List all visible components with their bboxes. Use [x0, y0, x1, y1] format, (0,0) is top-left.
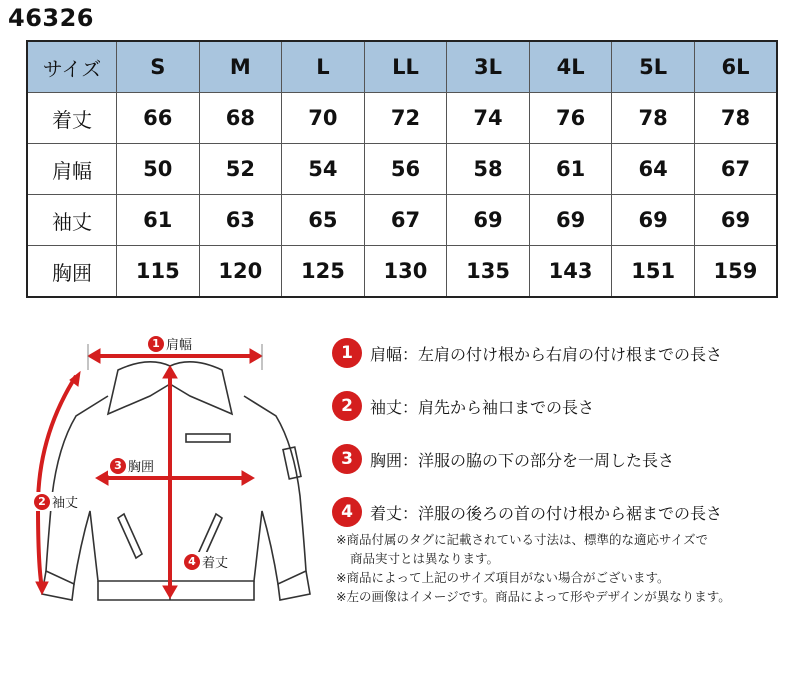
jacket-measurement-diagram — [18, 326, 318, 616]
note-line: ※左の画像はイメージです。商品によって形やデザインが異なります。 — [336, 589, 731, 604]
table-cell: 115 — [117, 246, 200, 298]
table-cell: 159 — [694, 246, 777, 298]
arrow-head — [250, 349, 262, 363]
table-cell: 120 — [199, 246, 282, 298]
diagram-label-text: 胸囲 — [128, 460, 155, 475]
legend-term: 着丈 — [370, 503, 403, 523]
size-table — [26, 40, 778, 298]
row-label: 肩幅 — [27, 144, 117, 195]
legend-description: ：洋服の脇の下の部分を一周した長さ — [402, 450, 675, 470]
jacket-waistband — [98, 581, 254, 600]
table-cell: 64 — [612, 144, 695, 195]
table-cell: 67 — [364, 195, 447, 246]
table-cell: 143 — [529, 246, 612, 298]
table-cell: 69 — [612, 195, 695, 246]
legend-item — [332, 444, 792, 474]
legend-term: 胸囲 — [370, 450, 403, 470]
arrow-head — [88, 349, 100, 363]
table-cell: 69 — [447, 195, 530, 246]
table-cell: 78 — [612, 93, 695, 144]
row-label: 胸囲 — [27, 246, 117, 298]
size-header-cell: 6L — [694, 41, 777, 93]
jacket-illustration — [18, 326, 318, 616]
table-cell: 78 — [694, 93, 777, 144]
number-badge: 2 — [34, 494, 50, 510]
table-cell: 61 — [117, 195, 200, 246]
size-header-row — [27, 41, 777, 93]
product-code: 46326 — [8, 4, 94, 32]
number-badge: 1 — [332, 338, 362, 368]
note-line: ※商品付属のタグに記載されている寸法は、標準的な適応サイズで — [336, 532, 708, 547]
table-cell: 66 — [117, 93, 200, 144]
row-label: 袖丈 — [27, 195, 117, 246]
note-line: ※商品によって上記のサイズ項目がない場合がございます。 — [336, 570, 670, 585]
diagram-label-text: 着丈 — [202, 556, 229, 571]
diagram-label-shoulder — [146, 334, 194, 353]
size-header-label: サイズ — [27, 41, 117, 93]
arrow-head — [163, 366, 177, 378]
legend-description: ：左肩の付け根から右肩の付け根までの長さ — [402, 344, 723, 364]
table-cell: 52 — [199, 144, 282, 195]
left-pocket — [118, 514, 142, 558]
diagram-label-text: 肩幅 — [166, 338, 193, 353]
number-badge: 3 — [110, 458, 126, 474]
right-cuff — [278, 571, 310, 600]
number-badge: 3 — [332, 444, 362, 474]
arrow-head — [36, 582, 48, 594]
table-cell: 61 — [529, 144, 612, 195]
table-row — [27, 144, 777, 195]
arrow-head — [96, 471, 108, 485]
table-cell: 125 — [282, 246, 365, 298]
legend-description: ：洋服の後ろの首の付け根から裾までの長さ — [402, 503, 723, 523]
size-header-cell: L — [282, 41, 365, 93]
number-badge: 1 — [148, 336, 164, 352]
table-row — [27, 93, 777, 144]
legend-term: 袖丈 — [370, 397, 403, 417]
number-badge: 2 — [332, 391, 362, 421]
number-badge: 4 — [184, 554, 200, 570]
legend-description: ：肩先から袖口までの長さ — [402, 397, 595, 417]
notes — [336, 530, 796, 606]
note-line: 商品実寸とは異なります。 — [350, 551, 500, 566]
size-header-cell: S — [117, 41, 200, 93]
table-cell: 56 — [364, 144, 447, 195]
row-label: 着丈 — [27, 93, 117, 144]
measurement-legend — [332, 338, 792, 550]
table-cell: 135 — [447, 246, 530, 298]
arrow-head — [163, 586, 177, 598]
table-cell: 58 — [447, 144, 530, 195]
diagram-label-length — [182, 552, 230, 571]
chest-pocket — [186, 434, 230, 442]
table-cell: 76 — [529, 93, 612, 144]
table-cell: 72 — [364, 93, 447, 144]
table-row — [27, 246, 777, 298]
table-cell: 54 — [282, 144, 365, 195]
legend-item — [332, 497, 792, 527]
table-cell: 69 — [529, 195, 612, 246]
diagram-label-text: 袖丈 — [52, 496, 79, 511]
table-cell: 74 — [447, 93, 530, 144]
legend-item — [332, 338, 792, 368]
size-header-cell: 4L — [529, 41, 612, 93]
table-cell: 68 — [199, 93, 282, 144]
diagram-label-sleeve — [32, 492, 80, 511]
legend-term: 肩幅 — [370, 344, 403, 364]
table-cell: 70 — [282, 93, 365, 144]
size-header-cell: LL — [364, 41, 447, 93]
table-cell: 130 — [364, 246, 447, 298]
table-cell: 69 — [694, 195, 777, 246]
size-header-cell: 5L — [612, 41, 695, 93]
legend-item — [332, 391, 792, 421]
diagram-label-chest — [108, 456, 156, 475]
table-cell: 151 — [612, 246, 695, 298]
jacket-body — [46, 396, 306, 584]
table-row — [27, 195, 777, 246]
number-badge: 4 — [332, 497, 362, 527]
sleeve-length-arrow — [38, 376, 79, 588]
size-header-cell: M — [199, 41, 282, 93]
size-header-cell: 3L — [447, 41, 530, 93]
arrow-head — [242, 471, 254, 485]
table-cell: 63 — [199, 195, 282, 246]
table-cell: 65 — [282, 195, 365, 246]
table-cell: 50 — [117, 144, 200, 195]
table-cell: 67 — [694, 144, 777, 195]
